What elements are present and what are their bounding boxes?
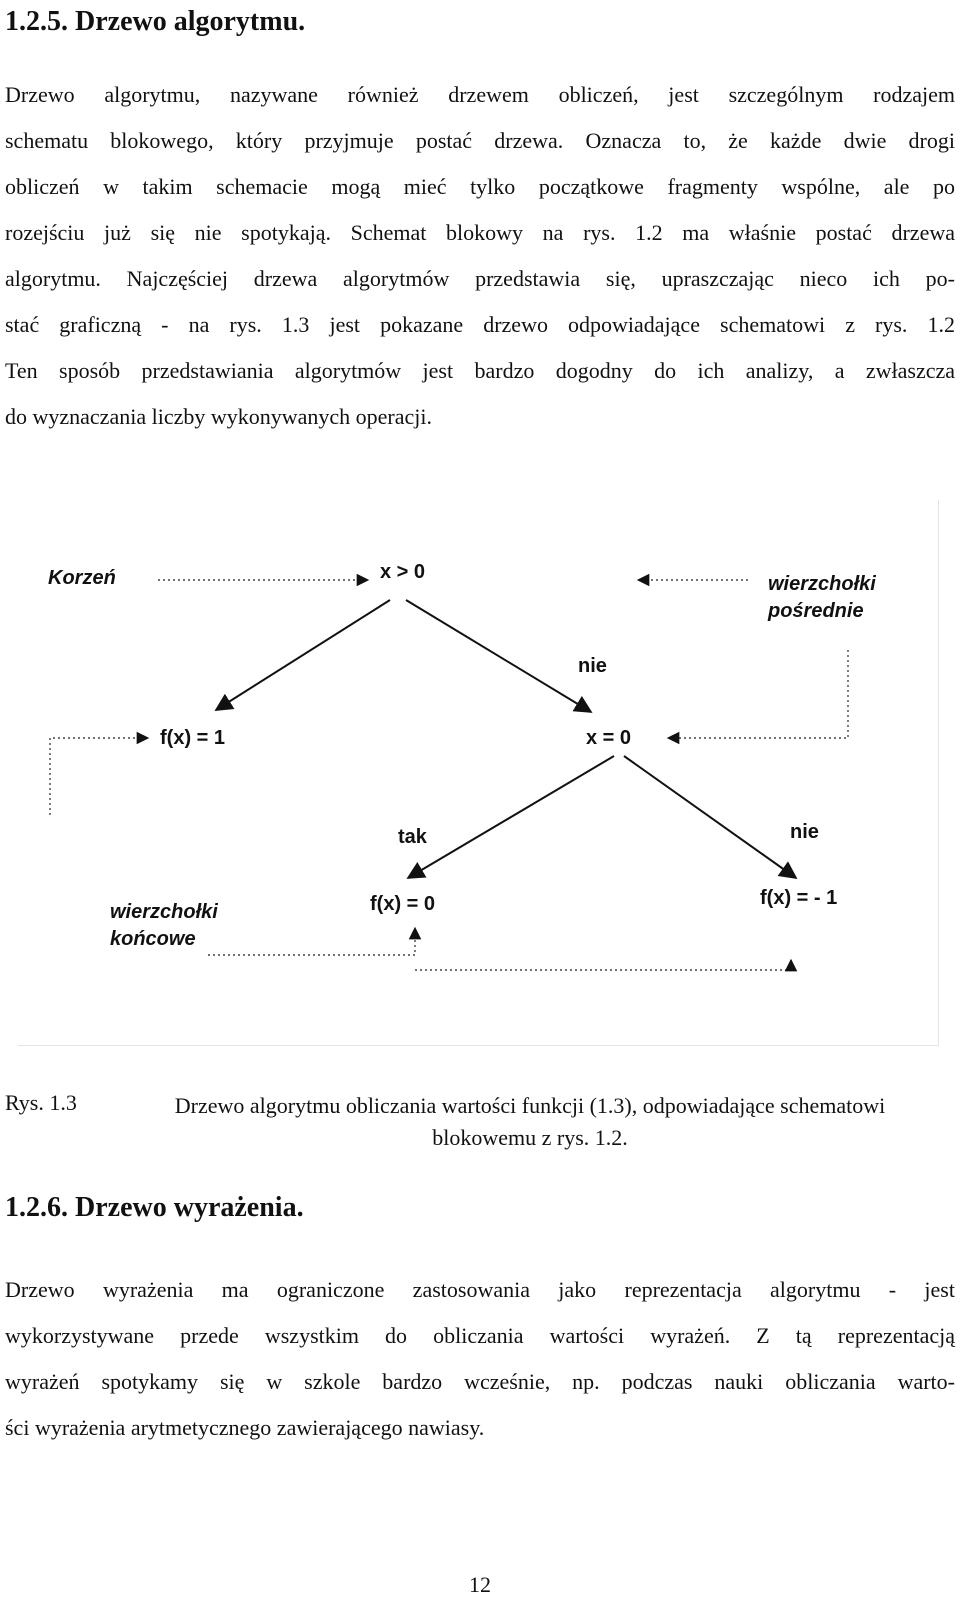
paragraph-line: Ten sposób przedstawiania algorytmów jest bardzo dogodny do ich analizy, a zwłaszcza (5, 358, 955, 383)
algorithm-tree-diagram (18, 500, 939, 1046)
pointer-terminal-right (415, 960, 791, 970)
paragraph-expression-tree (5, 1267, 955, 1451)
paragraph-line: rozejściu już się nie spotykają. Schemat blokowy na rys. 1.2 ma właśnie postać drzewa (5, 220, 955, 245)
root-node: x > 0 (380, 561, 426, 583)
edge-root-to-left-leaf (216, 600, 390, 710)
tree-svg (18, 500, 938, 1045)
edge-node2-to-right-leaf (624, 756, 796, 878)
leaf-node-left: f(x) = 1 (160, 727, 226, 749)
paragraph-line: wyrażeń spotykamy się w szkole bardzo wcześnie, np. podczas nauki obliczania warto- (5, 1369, 955, 1394)
edge-root-to-node2 (406, 600, 591, 712)
paragraph-line: obliczeń w takim schemacie mogą mieć tylko początkowe fragmenty wspólne, ale po (5, 174, 955, 199)
page-number: 12 (469, 1572, 491, 1597)
figure-caption-label: Rys. 1.3 (5, 1090, 77, 1115)
pointer-terminal-left (50, 738, 148, 815)
terminal-annotation-line1: wierzchołki (110, 901, 218, 923)
paragraph-line: schematu blokowego, który przyjmuje postać drzewa. Oznacza to, że każde dwie drogi (5, 128, 955, 153)
paragraph-line: algorytmu. Najczęściej drzewa algorytmów przedstawia się, upraszczając nieco ich po- (5, 266, 955, 291)
branch-label-yes: tak (398, 826, 427, 848)
pointer-intermediate-down (668, 650, 848, 738)
pointer-terminal-middle (208, 928, 415, 955)
edge-node2-to-middle-leaf (408, 756, 614, 878)
root-annotation: Korzeń (48, 567, 116, 589)
figure-caption-text: Drzewo algorytmu obliczania wartości funkcji (1.3), odpowiadające schematowi blokowemu z rys. 1.2. (174, 1093, 886, 1150)
branch-label-no-2: nie (790, 821, 819, 843)
leaf-node-middle: f(x) = 0 (370, 893, 436, 915)
paragraph-algorithm-tree (5, 72, 955, 440)
terminal-annotation-line2: końcowe (110, 928, 196, 950)
section-heading-algorithm-tree: 1.2.5. Drzewo algorytmu. (5, 6, 306, 37)
leaf-node-right: f(x) = - 1 (760, 887, 838, 909)
intermediate-annotation-line1: wierzchołki (768, 573, 876, 595)
paragraph-line: Drzewo wyrażenia ma ograniczone zastosowania jako reprezentacja algorytmu - jest (5, 1277, 955, 1302)
paragraph-line: do wyznaczania liczby wykonywanych operacji. (5, 404, 432, 429)
branch-label-no-1: nie (578, 655, 607, 677)
intermediate-annotation-line2: pośrednie (768, 600, 864, 622)
paragraph-line: Drzewo algorytmu, nazywane również drzewem obliczeń, jest szczególnym rodzajem (5, 82, 955, 107)
section-heading-expression-tree: 1.2.6. Drzewo wyrażenia. (5, 1192, 304, 1223)
paragraph-line: stać graficzną - na rys. 1.3 jest pokazane drzewo odpowiadające schematowi z rys. 1.2 (5, 312, 955, 337)
paragraph-line: wykorzystywane przede wszystkim do obliczania wartości wyrażeń. Z tą reprezentacją (5, 1323, 955, 1348)
paragraph-line: ści wyrażenia arytmetycznego zawierającego nawiasy. (5, 1415, 485, 1440)
decision-node-2: x = 0 (586, 727, 632, 749)
